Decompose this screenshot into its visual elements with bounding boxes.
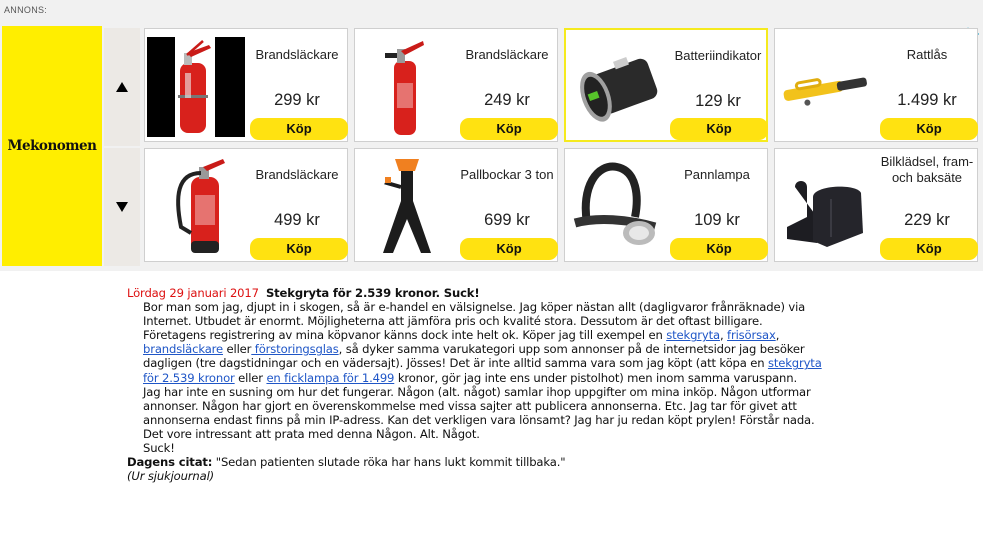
article-header [127,286,827,300]
article-date: Lördag 29 januari 2017 [127,286,259,300]
article [127,286,827,483]
product-price: 109 kr [694,211,740,229]
product-card[interactable] [774,148,978,262]
text-run: , så dyker samma varukategori upp som annonser på de internetsidor jag besöker dagligen (tre dagstidningar och en vädersajt). Jösses! Det är inte alltid samma vara som jag köpt (att köpa en [143,342,805,371]
text-run: eller [223,342,252,357]
link-stekgryta-pris[interactable]: stekgryta för 2.539 kronor [143,356,822,385]
product-title: Brandsläckare [465,47,549,62]
buy-button[interactable]: Köp [670,118,768,140]
product-card[interactable] [774,28,978,142]
buy-button[interactable]: Köp [670,238,768,260]
product-card[interactable] [354,28,558,142]
link-ficklampa[interactable]: en ficklampa för 1.499 [266,370,395,385]
text-run: Företagens registrering av mina köpvanor känns dock inte helt ok. Köper jag till exempel en [143,328,667,343]
product-price: 229 kr [904,211,950,229]
product-title: Batteriindikator [674,48,762,63]
daily-quote [127,455,827,469]
product-price: 699 kr [484,211,530,229]
link-stekgryta[interactable]: stekgryta [666,328,720,343]
text-run: eller [234,370,267,385]
fire-extinguisher-bracket-image [147,37,245,137]
text-run: , [719,328,728,343]
product-price: 499 kr [274,211,320,229]
product-card[interactable] [144,148,348,262]
scroll-up-button[interactable] [104,28,140,146]
quote-source: (Ur sjukjournal) [127,469,215,484]
jack-stand-image [357,157,455,257]
triangle-down-icon [116,202,128,212]
article-paragraph: Det vore intressant att prata med denna Någon. Alt. Något. [143,426,480,441]
brand-name: Mekonomen [7,138,97,154]
seat-covers-image [777,157,875,257]
product-price: 249 kr [484,91,530,109]
product-price: 1.499 kr [897,91,957,109]
product-card[interactable] [564,148,768,262]
battery-indicator-image [568,38,666,138]
product-title: Pallbockar 3 ton [460,167,554,182]
buy-button[interactable]: Köp [250,238,348,260]
article-paragraph: Bor man som jag, djupt in i skogen, så är e-handel en välsignelse. Jag köper nästan allt (dagligvaror frånräknade) via Internet. Utbudet är enormt. Möjligheterna att jämföra pris och kvalité stora. Dessutom är det oftast billigare. [143,300,806,329]
article-paragraph: Suck! [143,441,175,456]
product-title: Bilklädsel, fram- och baksäte [880,154,974,185]
quote-label: Dagens citat: [127,455,213,470]
product-title: Brandsläckare [255,47,339,62]
product-price: 299 kr [274,91,320,109]
product-title: Brandsläckare [255,167,339,182]
scroll-down-button[interactable] [104,148,140,266]
link-frisorsax[interactable]: frisörsax [727,328,776,343]
brand-logo[interactable] [2,26,102,266]
buy-button[interactable]: Köp [880,238,978,260]
product-card[interactable] [354,148,558,262]
fire-extinguisher-small-image [357,37,455,137]
product-price: 129 kr [695,92,741,110]
article-paragraph [127,328,827,384]
headlamp-image [567,157,665,257]
text-run: kronor, gör jag inte ens under pistolhot) men inom samma varuspann. [394,370,797,385]
fire-extinguisher-hose-image [147,157,245,257]
product-card-highlighted[interactable] [564,28,768,142]
link-forstoringsglas[interactable]: förstoringsglas [251,342,339,357]
triangle-up-icon [116,82,128,92]
steering-lock-image [777,37,875,137]
product-card[interactable] [144,28,348,142]
product-title: Rattlås [906,47,948,62]
article-title: Stekgryta för 2.539 kronor. Suck! [265,286,480,300]
buy-button[interactable]: Köp [460,238,558,260]
buy-button[interactable]: Köp [250,118,348,140]
ad-label: ANNONS: [4,5,48,15]
buy-button[interactable]: Köp [880,118,978,140]
text-run: , [775,328,780,343]
link-brandslackare[interactable]: brandsläckare [143,342,223,357]
article-paragraph: Jag har inte en susning om hur det fungerar. Någon (alt. något) samlar ihop uppgifter om mina inköp. Någon utformar annonser. Någon har gjort en överenskommelse med vissa sajter att publicera annonserna. Etc. Jag tar för givet att annonserna endast finns på min IP-adress. Kan det verkligen vara lönsamt? Jag har ju redan köpt prylen! Förstår nada. [143,384,815,427]
quote-text: "Sedan patienten slutade röka har hans lukt kommit tillbaka." [212,455,566,470]
product-title: Pannlampa [684,167,750,182]
ad-panel [0,0,983,271]
buy-button[interactable]: Köp [460,118,558,140]
